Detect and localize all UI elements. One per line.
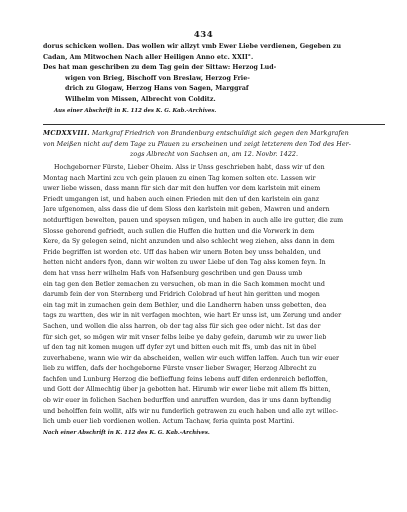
source-note: Nach einer Abschrift in K. 112 des K. G. Kab.-Archives.	[43, 429, 210, 436]
text-line: Fride begriffen ist worden etc. Uff das haben wir unern Boten bey unss behalden, und	[43, 248, 321, 256]
text-line: Kere, da Sy gelegen seind, nicht anzunden und also schlecht weg ziehen, alss dann in dem	[43, 238, 335, 246]
text-line: und Gott der Allmechtig über ja gebotten hat. Hirumb wir ewer liebe mit allem ffs bitten,	[43, 386, 331, 394]
text-line: Hochgeborner Fürste, Lieber Oheim. Alss ir Unss geschrieben habt, dass wir uf den	[54, 164, 325, 171]
document-body	[43, 163, 385, 437]
text-line: und beholffen fein wollit, alfs wir nu funderlich getrawen zu euch haben und alle zyt willec-	[43, 407, 339, 415]
text-line: ein tag gen den Betler zemachen zu versuchen, ob man in die Sach kommen mocht und	[43, 280, 325, 288]
text-line: für sich get, so mögen wir mit vnser felbs leibe ye daby gefein, darumb wir zu uwer lieb	[43, 333, 327, 341]
text-line: dorus schicken wollen. Das wollen wir allzyt vmb Ewer Liebe verdienen, Gegeben zu	[43, 43, 342, 50]
text-line: drich zu Glogaw, Herzog Hans von Sagen, Marggraf	[65, 85, 249, 93]
text-line: Cadan, Am Mitwochen Nach aller Heiligen Anno etc. XXII°.	[43, 53, 254, 61]
text-line: notdurftigen bewelten, pauen und speysen mügen, und haben in auch alle ire gutter, die zum	[43, 216, 344, 224]
source-note: Aus einer Abschrift in K. 112 des K. G. Kab.-Archives.	[54, 107, 217, 114]
text-line: Sachen, und wollen die alss harren, ob der tag alss für sich gee oder nicht. Ist das der	[43, 322, 321, 330]
text-line: wigen von Brieg, Bischoff von Breslaw, Herzog Frie-	[65, 74, 250, 82]
text-line: Friedt umgangen ist, und haben auch einen Frieden mit den uf den karlstein ein ganz	[43, 195, 320, 203]
heading-line: von Meißen nicht auf dem Tage zu Plauen zu erscheinen und zeigt letzterem den Tod des Her-	[43, 139, 351, 148]
document-heading	[43, 128, 385, 160]
text-line: Jare ufgenomen, alss dass die uf dem Sloss den karlstein mit geben, Mawren und andern	[43, 206, 330, 214]
text-line: Des hat man geschriben zu dem Tag gein der Sittaw: Herzog Lud-	[43, 64, 277, 72]
page-number: 434	[193, 30, 214, 40]
text-line: fachfen und Lunburg Herzog die beflieffung feins lebens auff difen erdenreich befloffen,	[43, 375, 328, 383]
text-line: uf den tag nit komen mugen uff dyfer zyt und bitten euch mit ffs, umb das nit in übel	[43, 344, 317, 352]
text-line: Wilhelm von Missen, Albrecht von Colditz.	[65, 95, 216, 103]
previous-document-ending	[43, 42, 385, 115]
section-divider	[43, 124, 385, 125]
heading-text: Markgraf Friedrich von Brandenburg entschuldigt sich gegen den Markgrafen	[91, 129, 349, 137]
text-line: hetten nicht anders fyon, dann wir wolten zu uwer Liebe uf den Tag alss komen feyn. In	[43, 259, 326, 267]
text-line: tags zu wartten, des wir in nit verfagen mochten, wie hart Er unss ist, um Zerung und ander	[43, 312, 342, 320]
heading-line: zogs Albrecht von Sachsen an, am 12. Novbr. 1422.	[129, 150, 299, 159]
text-line: Montag nach Martini zcu vch gein plauen zu einen Tag komen solten etc. Lassen wir	[43, 174, 316, 182]
document-number: MCDXXVIII.	[43, 129, 90, 137]
text-line: zuverhabene, wann wie wir da abscheiden, wellen wir euch wiffen laffen. Auch tun wir euer	[43, 354, 340, 362]
text-line: lieb zu wiffen, dafs der hochgeborne Fürste vnser lieber Swager, Herzog Albrecht zu	[43, 365, 317, 373]
text-line: Slosse gehorend gefriedt, auch sullen die Huffen die hutten und die Vorwerk in dem	[43, 227, 315, 235]
text-line: ob wir euer in folichen Sachen bedurffen und anruffen wurden, das ir uns dann byftendig	[43, 397, 332, 405]
text-line: darumb fein der von Sternberg und Fridrich Colobrad uf heut hin geritten und mogen	[43, 291, 320, 299]
text-line: ein tag mit in zumachen gein dem Bethler, und die Landherrn haben unss gebetten, dea	[43, 301, 327, 309]
heading-line	[43, 128, 385, 139]
text-line: uwer liebe wissen, dass mann für sich dar mit den huffen vor dem karlstein mit einem	[43, 185, 321, 193]
text-line: lich umb euer lieb vordienen wollen. Actum Tachaw, feria quinta post Martini.	[43, 418, 295, 426]
text-line: dem hat vnss herr wilhelm Hafs von Hafsenburg geschriben und gen Dauss umb	[43, 269, 303, 277]
